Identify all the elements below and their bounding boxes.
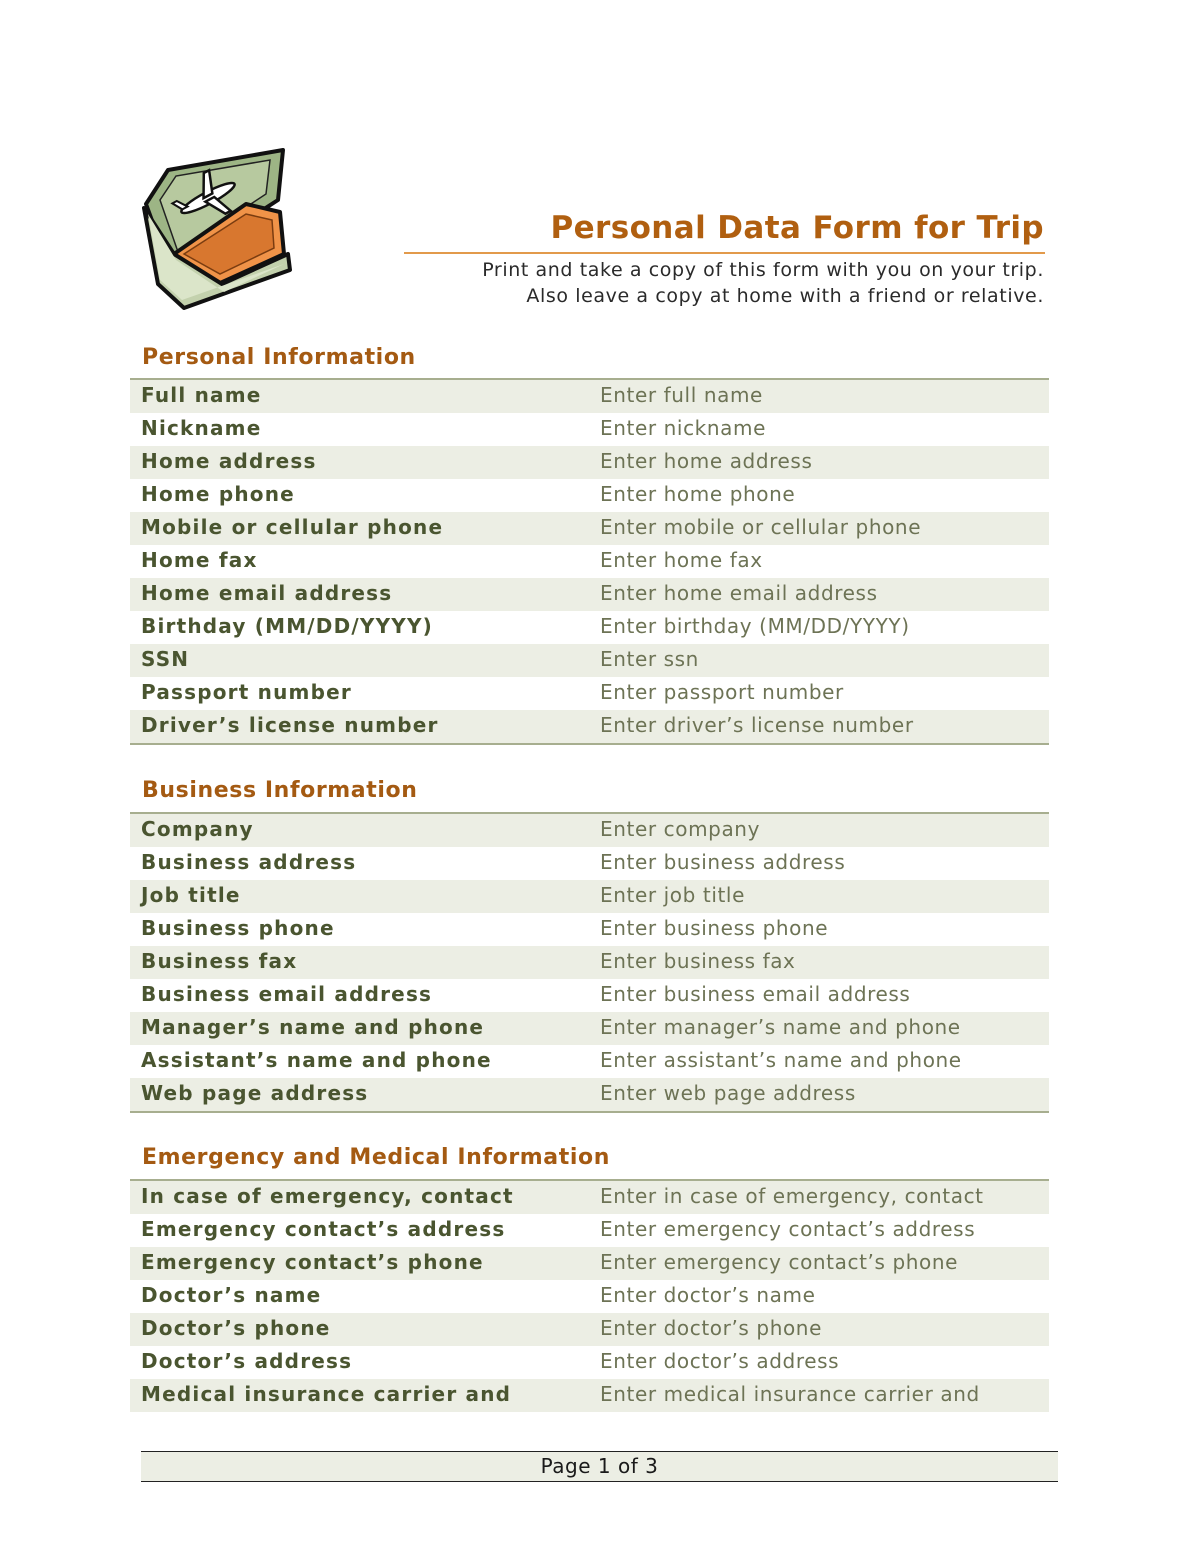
field-label: Emergency contact’s address — [141, 1217, 506, 1241]
field-label: Home address — [141, 449, 317, 473]
table-row — [130, 479, 1049, 512]
field-label: Birthday (MM/DD/YYYY) — [141, 614, 433, 638]
field-input[interactable]: Enter full name — [600, 383, 763, 407]
subtitle-line: Also leave a copy at home with a friend or relative. — [526, 285, 1044, 307]
section-title-business: Business Information — [142, 778, 418, 803]
field-label: Passport number — [141, 680, 352, 704]
field-label: Home email address — [141, 581, 393, 605]
field-input[interactable]: Enter emergency contact’s phone — [600, 1250, 959, 1274]
table-row — [130, 913, 1049, 946]
table-row — [130, 1346, 1049, 1379]
field-input[interactable]: Enter business fax — [600, 949, 796, 973]
field-label: Driver’s license number — [141, 713, 439, 737]
field-input[interactable]: Enter home address — [600, 449, 813, 473]
travel-ticket-wallet-icon — [138, 142, 293, 312]
table-row — [130, 1379, 1049, 1412]
field-input[interactable]: Enter nickname — [600, 416, 766, 440]
field-input[interactable]: Enter company — [600, 817, 761, 841]
table-row — [130, 1045, 1049, 1078]
table-row — [130, 814, 1049, 847]
table-row — [130, 710, 1049, 743]
field-input[interactable]: Enter job title — [600, 883, 745, 907]
table-row — [130, 446, 1049, 479]
field-label: Nickname — [141, 416, 262, 440]
section-title-emergency-medical: Emergency and Medical Information — [142, 1145, 610, 1170]
field-label: Doctor’s name — [141, 1283, 322, 1307]
field-label: Web page address — [141, 1081, 369, 1105]
field-label: Home fax — [141, 548, 258, 572]
field-input[interactable]: Enter doctor’s address — [600, 1349, 840, 1373]
field-label: Manager’s name and phone — [141, 1015, 485, 1039]
table-row — [130, 1214, 1049, 1247]
field-input[interactable]: Enter passport number — [600, 680, 844, 704]
field-input[interactable]: Enter business phone — [600, 916, 829, 940]
field-label: Business phone — [141, 916, 335, 940]
field-label: Emergency contact’s phone — [141, 1250, 484, 1274]
field-label: Medical insurance carrier and — [141, 1382, 512, 1406]
field-label: In case of emergency, contact — [141, 1184, 514, 1208]
table-row — [130, 1313, 1049, 1346]
field-input[interactable]: Enter birthday (MM/DD/YYYY) — [600, 614, 910, 638]
table-row — [130, 847, 1049, 880]
table-row — [130, 644, 1049, 677]
table-row — [130, 413, 1049, 446]
table-row — [130, 1181, 1049, 1214]
field-input[interactable]: Enter home fax — [600, 548, 763, 572]
personal-info-table — [130, 378, 1049, 745]
field-label: Business fax — [141, 949, 298, 973]
field-input[interactable]: Enter emergency contact’s address — [600, 1217, 976, 1241]
table-row — [130, 1078, 1049, 1111]
subtitle-line: Print and take a copy of this form with you on your trip. — [482, 259, 1044, 281]
field-input[interactable]: Enter doctor’s name — [600, 1283, 816, 1307]
business-info-table — [130, 812, 1049, 1113]
field-label: Mobile or cellular phone — [141, 515, 444, 539]
table-row — [130, 1012, 1049, 1045]
field-input[interactable]: Enter business address — [600, 850, 846, 874]
field-label: Company — [141, 817, 254, 841]
field-label: Home phone — [141, 482, 295, 506]
table-row — [130, 880, 1049, 913]
field-label: SSN — [141, 647, 190, 671]
field-input[interactable]: Enter home email address — [600, 581, 878, 605]
table-row — [130, 512, 1049, 545]
field-input[interactable]: Enter in case of emergency, contact — [600, 1184, 984, 1208]
emergency-medical-table — [130, 1179, 1049, 1412]
field-input[interactable]: Enter medical insurance carrier and — [600, 1382, 980, 1406]
title-underline — [404, 252, 1045, 254]
page-title: Personal Data Form for Trip — [550, 210, 1044, 246]
field-input[interactable]: Enter web page address — [600, 1081, 856, 1105]
table-row — [130, 946, 1049, 979]
field-label: Doctor’s address — [141, 1349, 353, 1373]
field-label: Full name — [141, 383, 262, 407]
table-row — [130, 545, 1049, 578]
field-label: Business email address — [141, 982, 433, 1006]
field-input[interactable]: Enter manager’s name and phone — [600, 1015, 961, 1039]
field-label: Job title — [141, 883, 241, 907]
field-input[interactable]: Enter mobile or cellular phone — [600, 515, 922, 539]
page-subtitle — [482, 257, 1044, 309]
table-row — [130, 611, 1049, 644]
table-row — [130, 677, 1049, 710]
field-input[interactable]: Enter home phone — [600, 482, 796, 506]
field-input[interactable]: Enter assistant’s name and phone — [600, 1048, 962, 1072]
field-label: Business address — [141, 850, 357, 874]
field-input[interactable]: Enter business email address — [600, 982, 911, 1006]
table-row — [130, 979, 1049, 1012]
field-label: Assistant’s name and phone — [141, 1048, 492, 1072]
table-row — [130, 578, 1049, 611]
field-label: Doctor’s phone — [141, 1316, 331, 1340]
table-row — [130, 1280, 1049, 1313]
field-input[interactable]: Enter ssn — [600, 647, 699, 671]
page-number: Page 1 of 3 — [540, 1454, 659, 1478]
table-row — [130, 380, 1049, 413]
field-input[interactable]: Enter driver’s license number — [600, 713, 914, 737]
section-title-personal: Personal Information — [142, 345, 416, 370]
table-row — [130, 1247, 1049, 1280]
field-input[interactable]: Enter doctor’s phone — [600, 1316, 822, 1340]
page-footer — [141, 1451, 1058, 1482]
